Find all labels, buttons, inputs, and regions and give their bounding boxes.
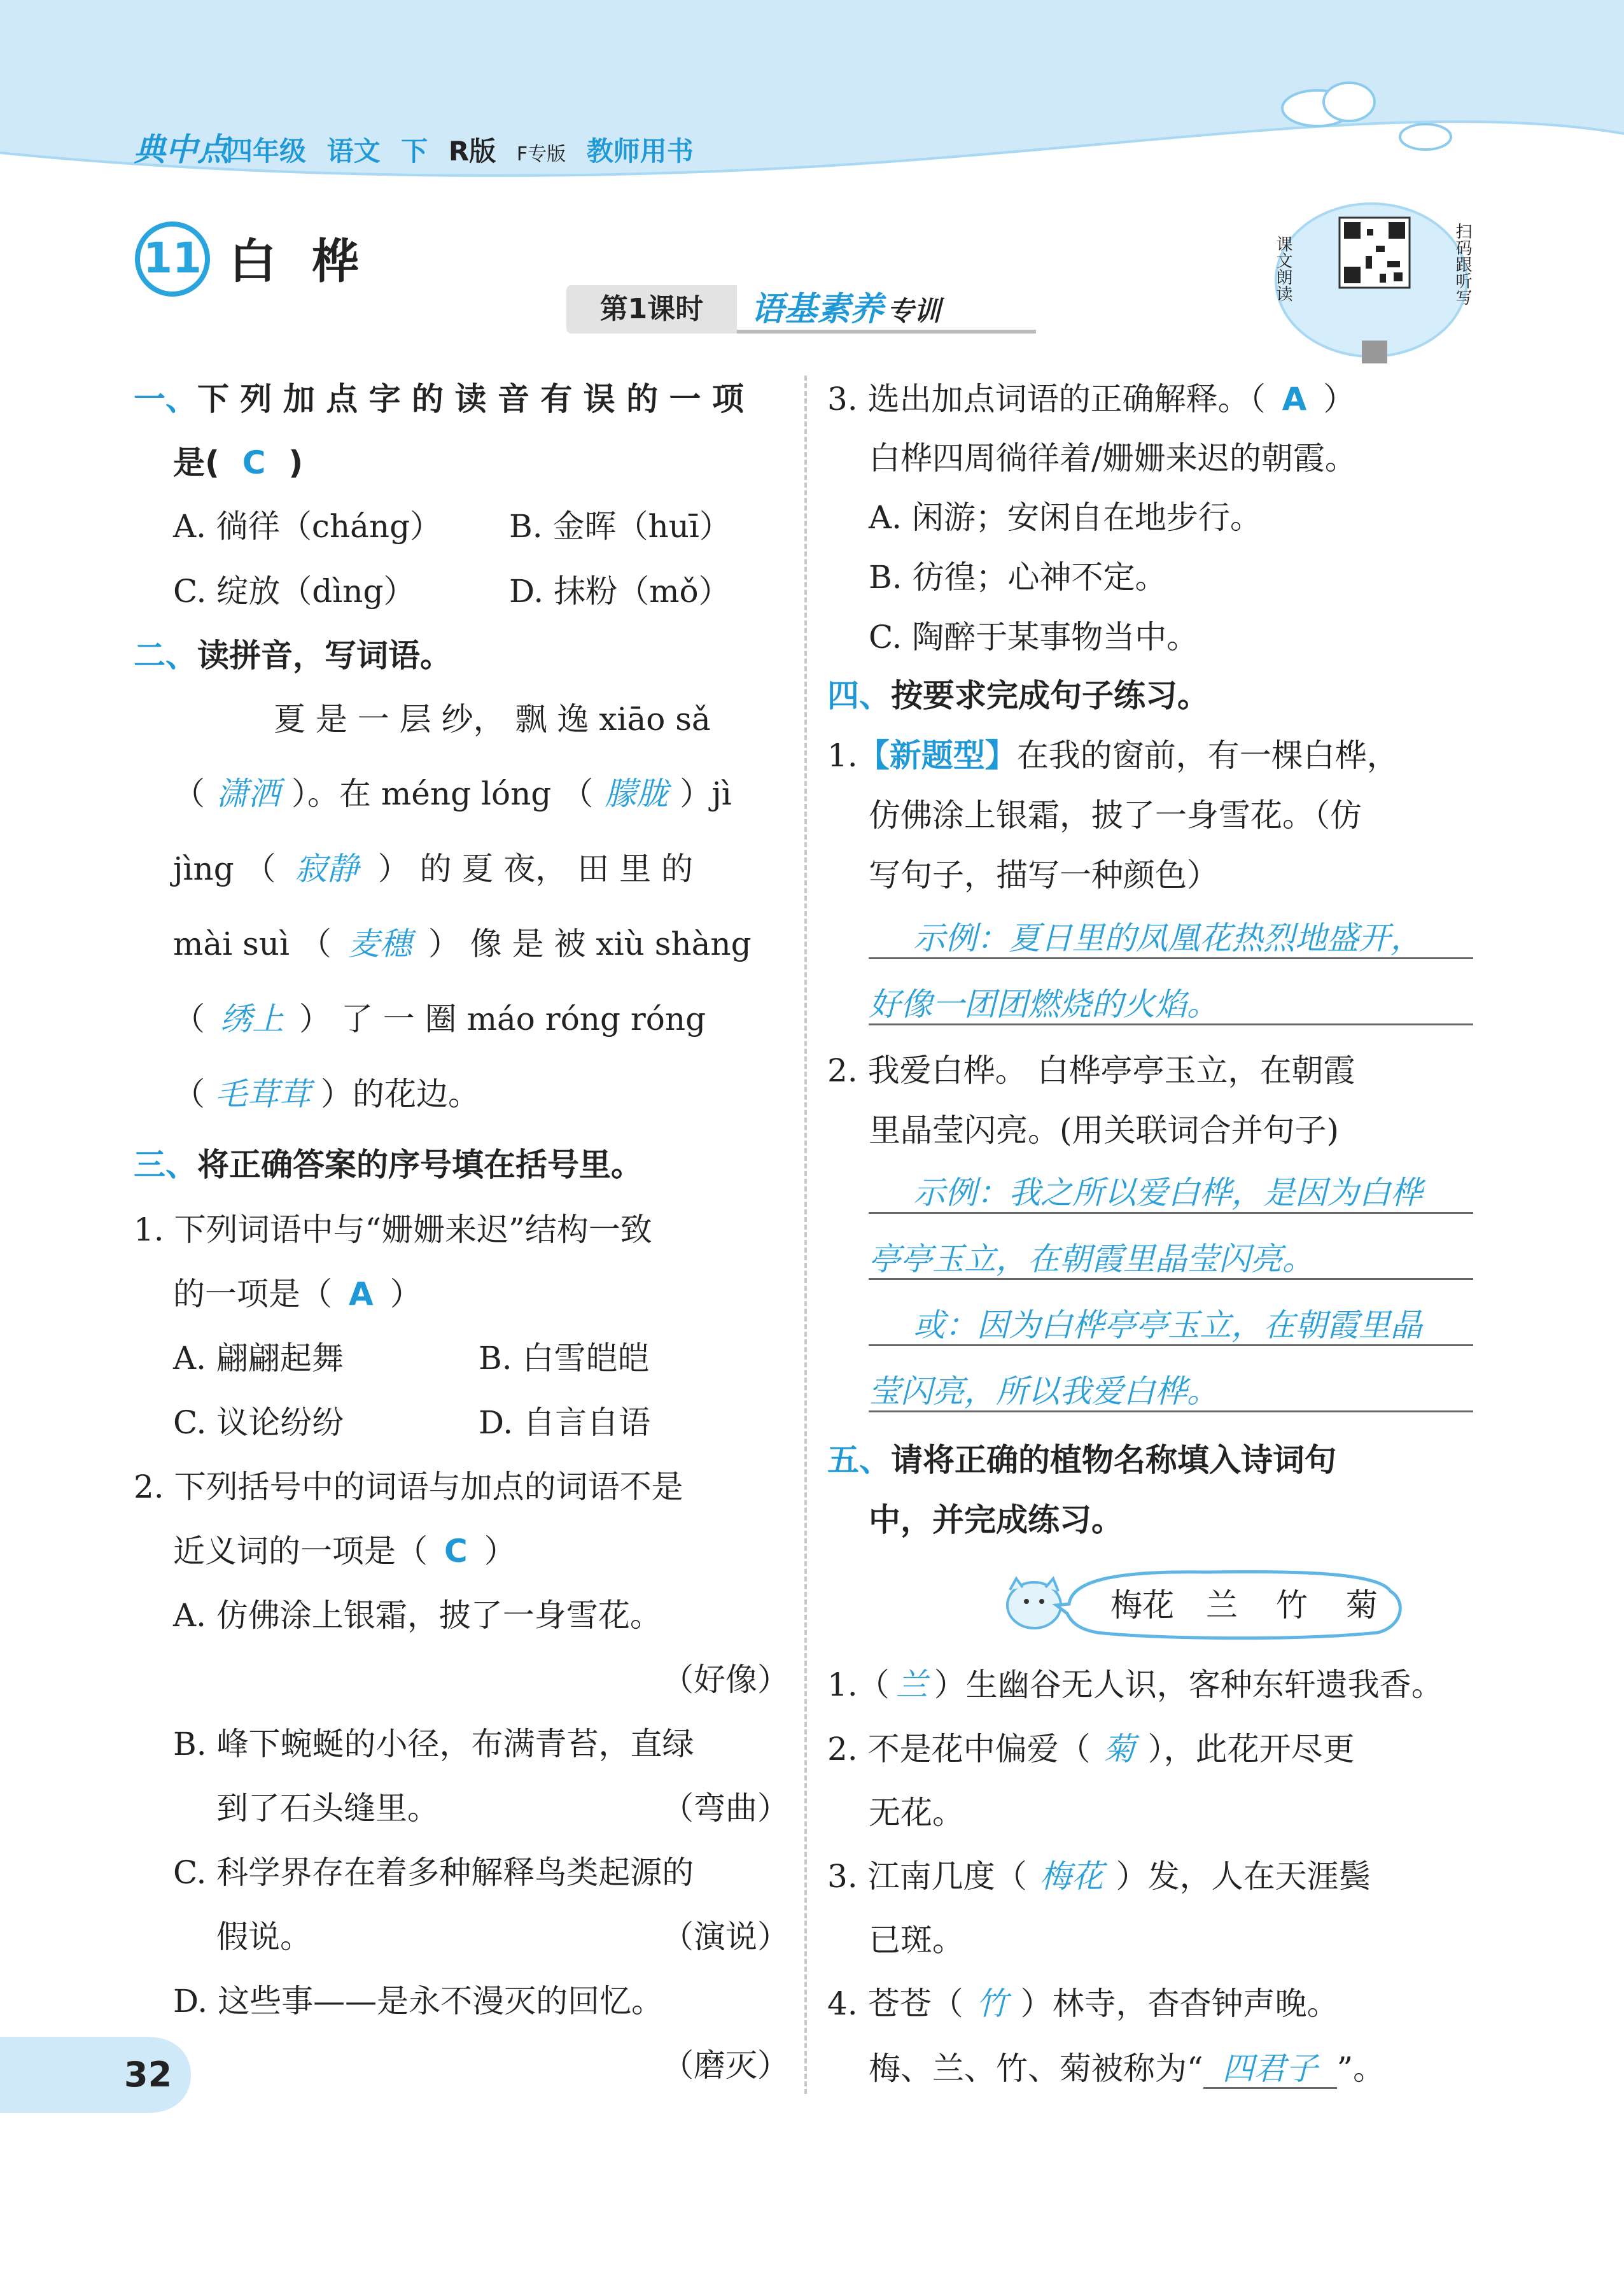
lesson-title: 白桦 — [229, 234, 395, 289]
q5-3-line-b: 已斑。 — [869, 1922, 964, 1958]
section-1-number: 一、 — [134, 381, 197, 418]
q3-2-option-c-2: 假说。 — [216, 1918, 312, 1955]
page-number: 32 — [124, 2055, 172, 2095]
q3-1-line-a: 1. 下列词语中与“姗姗来迟”结构一致 — [134, 1211, 652, 1248]
q3-2-option-d: D. 这些事——是永不漫灭的回忆。 — [173, 1983, 664, 2020]
q3-3-line-a — [827, 380, 1355, 418]
q3-2-option-c-hint: （演说） — [662, 1918, 789, 1955]
q5-4-start: 4. 苍苍（ — [827, 1985, 963, 2022]
section-5-number: 五、 — [827, 1442, 891, 1479]
q4-1-text-a: 在我的窗前，有一棵白桦， — [1016, 737, 1399, 774]
section-2-title — [134, 636, 452, 675]
book-info — [226, 130, 705, 169]
header-background — [0, 0, 1624, 204]
q5-3-line — [827, 1857, 1371, 1895]
pinyin-line-3 — [173, 850, 693, 888]
q5-5-line — [869, 2049, 1385, 2088]
q5-2-start: 2. 不是花中偏爱（ — [827, 1731, 1091, 1768]
section-4-text: 按要求完成句子练习。 — [891, 677, 1209, 714]
qr-right-label: 扫码跟听写 — [1453, 223, 1472, 306]
section-1-text-b: 是( — [173, 444, 220, 481]
word-chrysanthemum: 菊 — [1346, 1587, 1378, 1624]
q5-2-end: ），此花开尽更 — [1147, 1731, 1355, 1768]
brand-logo: 典中点 — [134, 131, 229, 168]
q5-5-end: ”。 — [1336, 2050, 1385, 2087]
q5-2-answer: 菊 — [1103, 1731, 1135, 1768]
word-bank — [996, 1566, 1410, 1642]
q4-1-number: 1. — [827, 737, 858, 774]
q3-3-option-a: A. 闲游；安闲自在地步行。 — [869, 499, 1262, 536]
lesson-number: 11 — [135, 221, 210, 297]
period-suffix: 专训 — [887, 295, 941, 327]
q3-2-answer: C — [444, 1533, 468, 1570]
open-paren: （ — [173, 775, 205, 812]
period-banner — [566, 285, 1050, 337]
q4-1-line-b: 仿佛涂上银霜，披了一身雪花。（仿 — [869, 797, 1362, 834]
q3-2-option-b-hint: （弯曲） — [662, 1790, 789, 1827]
open-paren-6: （ — [173, 1076, 205, 1113]
qr-left-label: 课文朗读 — [1273, 236, 1292, 302]
q4-2-line-a: 2. 我爱白桦。 白桦亭亭玉立，在朝霞 — [827, 1052, 1355, 1089]
q4-2-line-b: 里晶莹闪亮。(用关联词合并句子) — [869, 1112, 1340, 1149]
word-plum: 梅花 — [1110, 1587, 1174, 1624]
q3-2-option-d-hint: （磨灭） — [662, 2047, 789, 2084]
q5-5-start: 梅、兰、竹、菊被称为“ — [869, 2050, 1203, 2087]
q3-1-text: 的一项是（ — [173, 1276, 332, 1312]
q5-5-answer: 四君子 — [1203, 2050, 1337, 2089]
q3-2-text: 近义词的一项是（ — [173, 1533, 428, 1570]
pinyin-line-6-end: ）的花边。 — [321, 1076, 480, 1113]
period-topic — [737, 285, 1036, 334]
pinyin-line-5 — [173, 1000, 706, 1038]
answer-maisui: 麦穗 — [347, 925, 412, 962]
q5-2-line-b: 无花。 — [869, 1794, 964, 1831]
q4-2-answer-1: 示例：我之所以爱白桦，是因为白桦 — [869, 1174, 1473, 1214]
section-1-text: 下 列 加 点 字 的 读 音 有 误 的 一 项 — [197, 381, 744, 418]
section-1-close: ) — [288, 444, 304, 481]
section-4-title — [827, 677, 1209, 715]
q5-4-end: ）林寺，杳杳钟声晚。 — [1020, 1985, 1339, 2022]
section-5-text-b: 中，并完成练习。 — [869, 1501, 1123, 1538]
q5-1-line — [827, 1666, 1443, 1704]
q5-1-start: 1.（ — [827, 1666, 890, 1703]
section-3-text: 将正确答案的序号填在括号里。 — [197, 1146, 643, 1183]
pinyin-line-3-start: jìng （ — [173, 850, 276, 887]
q3-1-option-c: C. 议论纷纷 — [173, 1404, 344, 1441]
q5-1-answer: 兰 — [895, 1666, 928, 1703]
q3-1-answer: A — [349, 1276, 374, 1312]
pinyin-line-1: 夏 是 一 层 纱， 飘 逸 xiāo sǎ — [274, 701, 711, 738]
q5-4-line — [827, 1985, 1339, 2023]
q4-2-answer-4: 莹闪亮，所以我爱白桦。 — [869, 1372, 1473, 1412]
q3-3-line-b: 白桦四周徜徉着/姗姗来迟的朝霞。 — [869, 440, 1357, 477]
section-1-answer: C — [242, 444, 266, 481]
book-type: 教师用书 — [586, 136, 694, 167]
option-c: C. 绽放（dìng） — [173, 573, 416, 610]
q4-1-line-a — [827, 736, 1399, 775]
q3-3-answer: A — [1282, 381, 1307, 418]
q3-3-option-b: B. 彷徨；心神不定。 — [869, 559, 1167, 596]
q3-1-option-d: D. 自言自语 — [479, 1404, 651, 1441]
word-bamboo: 竹 — [1276, 1587, 1308, 1624]
pinyin-line-4 — [173, 925, 752, 963]
section-4-number: 四、 — [827, 677, 891, 714]
q3-2-option-b-1: B. 峰下蜿蜒的小径，布满青苔，直绿 — [173, 1726, 694, 1762]
answer-menglong: 朦胧 — [605, 775, 669, 812]
page-number-tab — [0, 2030, 204, 2120]
q3-1-close: ） — [389, 1276, 422, 1312]
edition: R版 — [448, 136, 496, 167]
pinyin-line-3-end: ） 的 夏 夜， 田 里 的 — [377, 850, 693, 887]
q5-1-end: ）生幽谷无人识，客种东轩遗我香。 — [934, 1666, 1443, 1703]
open-paren-5: （ — [173, 1001, 205, 1037]
section-2-text: 读拼音，写词语。 — [197, 637, 452, 674]
section-5-text-a: 请将正确的植物名称填入诗词句 — [891, 1442, 1336, 1479]
q5-3-start: 3. 江南几度（ — [827, 1858, 1027, 1895]
pinyin-line-4-start: mài suì （ — [173, 925, 332, 962]
pinyin-line-5-end: ） 了 一 圈 máo róng róng — [299, 1001, 706, 1037]
q5-3-answer: 梅花 — [1039, 1858, 1103, 1895]
answer-xiushang: 绣上 — [220, 1001, 284, 1037]
answer-jijing: 寂静 — [295, 850, 359, 887]
option-d: D. 抹粉（mǒ） — [509, 573, 731, 610]
new-type-tag: 【新题型】 — [857, 736, 1017, 774]
subject: 语文 — [326, 136, 381, 167]
q3-1-option-b: B. 白雪皑皑 — [479, 1340, 650, 1377]
option-a: A. 徜徉（cháng） — [173, 508, 442, 545]
special-edition: F专版 — [516, 143, 566, 165]
q3-2-option-b-2: 到了石头缝里。 — [216, 1790, 439, 1827]
q3-3-text: 3. 选出加点词语的正确解释。（ — [827, 381, 1266, 418]
qr-code-badge[interactable] — [1266, 185, 1476, 369]
q5-2-line — [827, 1730, 1355, 1768]
section-2-number: 二、 — [134, 637, 197, 674]
q4-1-answer-2: 好像一团团燃烧的火焰。 — [869, 985, 1473, 1025]
q4-1-answer-1: 示例：夏日里的凤凰花热烈地盛开， — [869, 919, 1473, 959]
section-1-title — [134, 380, 744, 418]
term: 下 — [401, 136, 428, 167]
grade: 四年级 — [226, 136, 307, 167]
pinyin-line-2-mid: ）。在 méng lóng （ — [291, 775, 594, 812]
period-topic-text: 语基素养 — [751, 290, 884, 328]
q3-3-close: ） — [1323, 381, 1355, 418]
q5-3-end: ）发，人在天涯鬓 — [1116, 1858, 1371, 1895]
qr-code-icon — [1266, 185, 1476, 369]
pinyin-line-2 — [173, 775, 732, 813]
q3-1-option-a: A. 翩翩起舞 — [173, 1340, 344, 1377]
q3-2-line-a: 2. 下列括号中的词语与加点的词语不是 — [134, 1468, 683, 1505]
section-5-title — [827, 1441, 1336, 1479]
word-orchid: 兰 — [1206, 1587, 1238, 1624]
q3-2-option-a-hint: （好像） — [662, 1661, 789, 1698]
answer-xiaosa: 潇洒 — [216, 775, 280, 812]
option-b: B. 金晖（huī） — [509, 508, 731, 545]
pinyin-line-6 — [173, 1075, 480, 1113]
q3-1-line-b — [173, 1275, 422, 1313]
answer-maorongrong: 毛茸茸 — [215, 1076, 311, 1113]
period-label: 第1课时 — [566, 285, 737, 334]
pinyin-line-4-end: ） 像 是 被 xiù shàng — [428, 925, 752, 962]
column-divider — [804, 376, 807, 2094]
q4-2-answer-2: 亭亭玉立，在朝霞里晶莹闪亮。 — [869, 1240, 1473, 1280]
q4-1-line-c: 写句子，描写一种颜色） — [869, 857, 1219, 894]
q5-4-answer: 竹 — [976, 1985, 1008, 2022]
section-3-title — [134, 1146, 643, 1184]
section-1-answer-line — [173, 444, 303, 482]
pinyin-line-2-end: ）jì — [680, 775, 732, 812]
q3-2-line-b — [173, 1532, 516, 1570]
q3-3-option-c: C. 陶醉于某事物当中。 — [869, 619, 1199, 656]
q3-2-close: ） — [484, 1533, 516, 1570]
q3-2-option-a: A. 仿佛涂上银霜，披了一身雪花。 — [173, 1597, 662, 1634]
q4-2-answer-3: 或：因为白桦亭亭玉立，在朝霞里晶 — [869, 1306, 1473, 1346]
section-3-number: 三、 — [134, 1146, 197, 1183]
q3-2-option-c-1: C. 科学界存在着多种解释鸟类起源的 — [173, 1854, 694, 1891]
